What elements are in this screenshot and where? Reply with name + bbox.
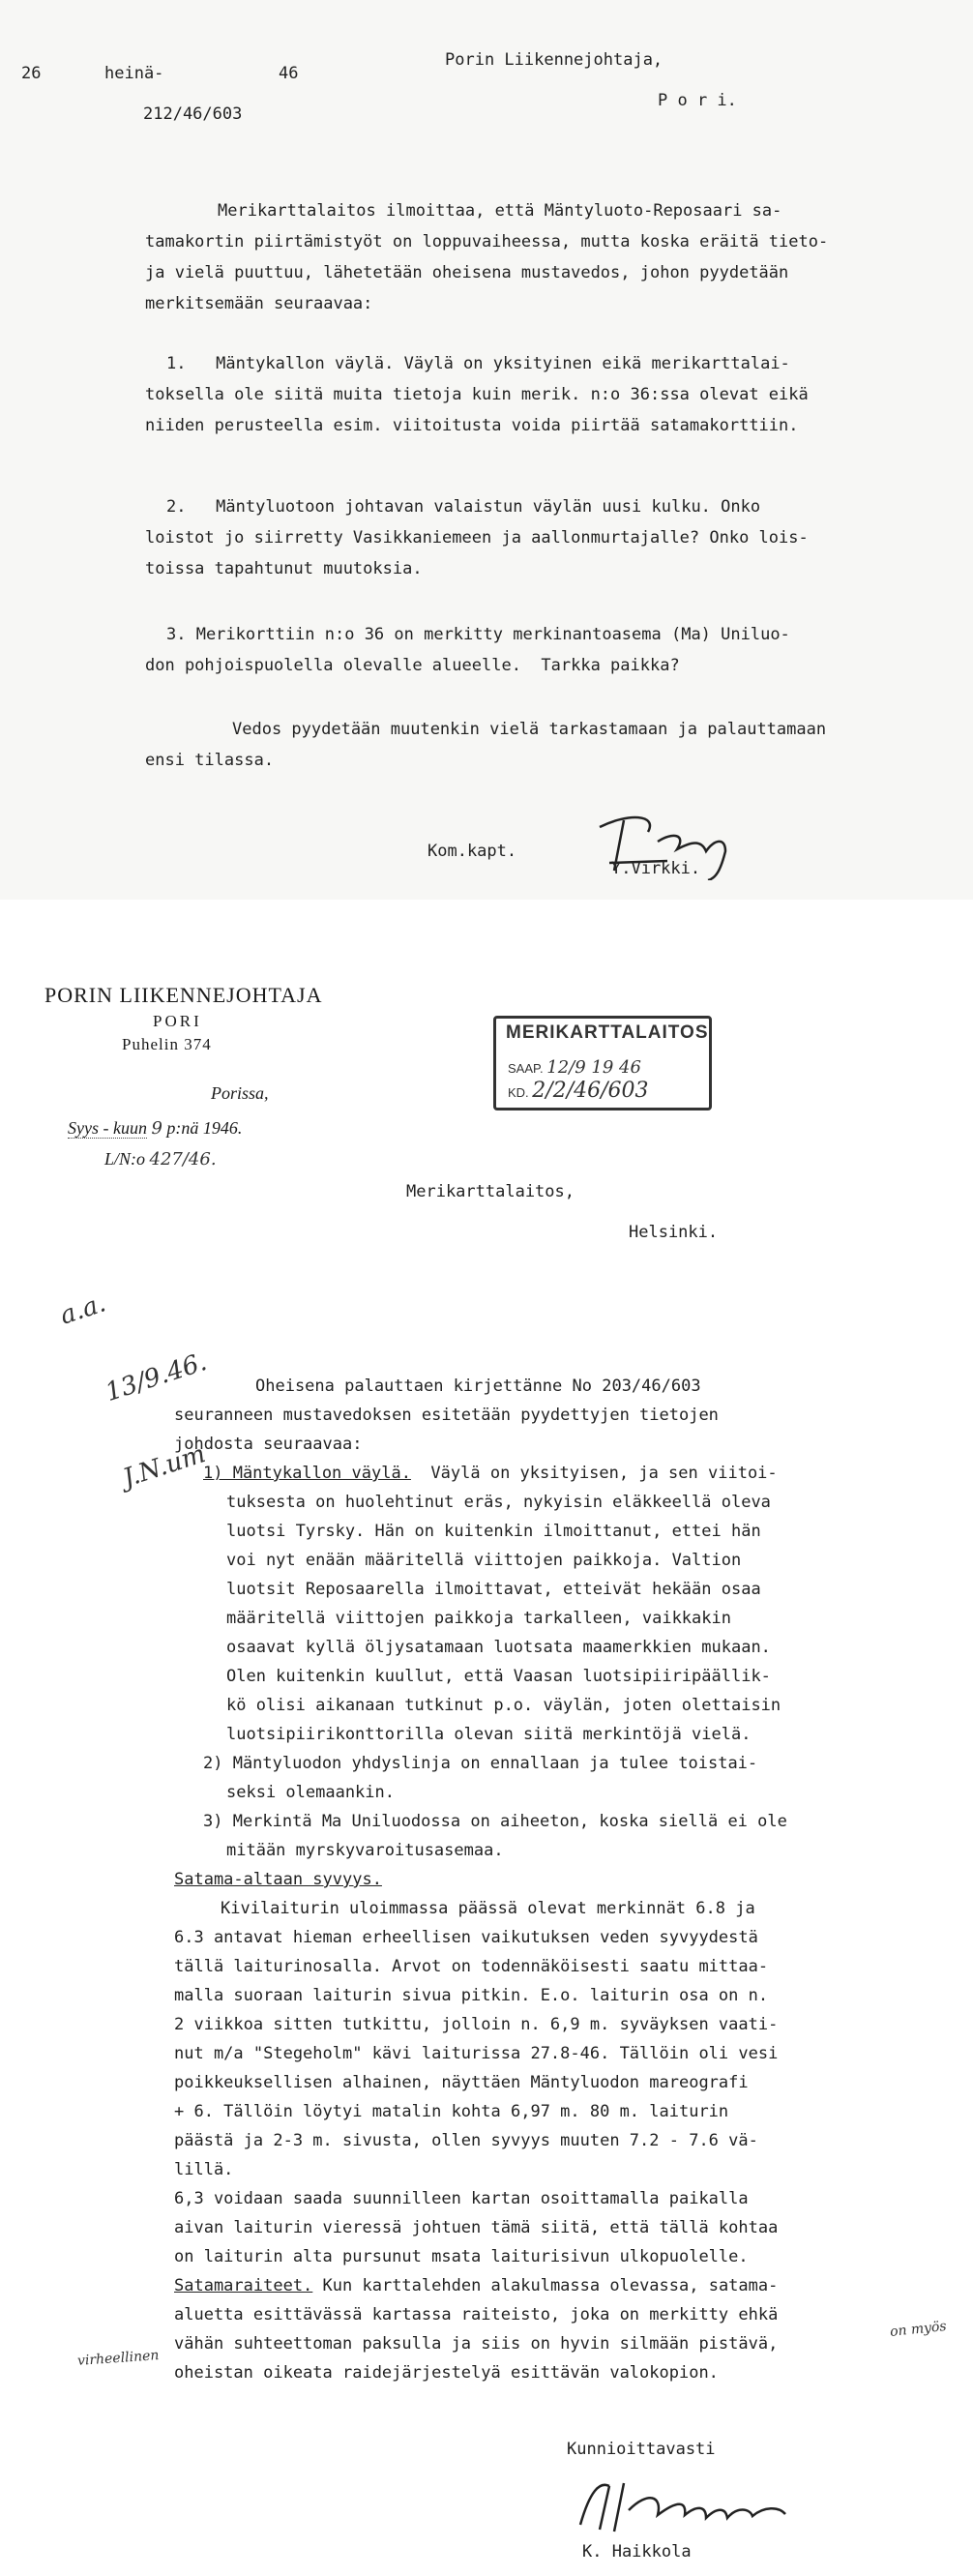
received-stamp: MERIKARTTALAITOS SAAP. 12/9 19 46 KD. 2/2/46/603 (493, 1016, 712, 1110)
handwritten-signature-1 (580, 803, 745, 880)
letter-1 (0, 0, 973, 900)
section-heading: Satama-altaan syvyys. (174, 1870, 382, 1889)
handwritten-insert-right: on myös (889, 2318, 948, 2341)
reference-number: 212/46/603 (143, 104, 243, 124)
signature-title: Kom.kapt. (428, 842, 517, 861)
signature-name-2: K. Haikkola (582, 2542, 692, 2561)
date-year: 46 (279, 64, 299, 83)
recipient-name: Porin Liikennejohtaja, (445, 50, 663, 70)
date-line: Syys - kuun 9 p:nä 1946. (68, 1118, 243, 1139)
recipient-name-2: Merikarttalaitos, (406, 1182, 575, 1201)
recipient-city: P o r i. (658, 91, 737, 110)
item-3: 3. Merikorttiin n:o 36 on merkitty merkinantoasema (Ma) Uniluo- don pohjoispuolella olevalle alueelle. Tarkka paikka? (145, 625, 790, 675)
item-1: 1. Mäntykallon väylä. Väylä on yksityinen eikä merikarttalai- toksella ole siitä muita tietoja kuin merik. n:o 36:ssa olevat eikä niiden perusteella esim. viitoitusta voida piirtää satamakorttiin. (145, 354, 809, 435)
closing-phrase: Kunnioittavasti (567, 2440, 716, 2459)
reference-line: L/N:o 427/46. (104, 1149, 217, 1170)
item-2: 2. Mäntyluotoon johtavan valaistun väylän uusi kulku. Onko loistot jo siirretty Vasikkaniemeen ja aallonmurtajalle? Onko lois- toissa tapahtunut muutoksia. (145, 497, 809, 578)
letterhead-name: PORIN LIIKENNEJOHTAJA (44, 983, 323, 1007)
date-day: 26 (21, 64, 42, 83)
intro-paragraph: Merikarttalaitos ilmoittaa, että Mäntyluoto-Reposaari sa- tamakortin piirtämistyöt on loppuvaiheessa, mutta koska eräitä tieto- ja vielä puuttuu, lähetetään oheisena mustavedos, johon pyydetään merkitsemään seuraavaa: (145, 201, 829, 313)
intro-paragraph-2: Oheisena palauttaen kirjettänne No 203/46/603 seuranneen mustavedoksen esitetään pyydettyjen tietojen johdosta seuraavaa: (174, 1377, 719, 1454)
handwritten-insert-left: virheellinen (76, 2348, 160, 2369)
depth-section: Satama-altaan syvyys. Kivilaiturin uloimmassa päässä olevat merkinnät 6.8 ja 6.3 antavat hieman erheellisen vaikutuksen veden syvyydestä tällä laiturinosalla. Arvot on todennäköisesti saatu mittaa- malla suoraan laiturin sivua pitkin. E.o. laiturin osa on n. 2 viikkoa sitten tutkittu, jolloin n. 6,9 m. syväyksen vaati- nut m/a "Stegeholm" kävi laiturissa 27.8-46. Tällöin oli vesi poikkeuksellisen alhainen, näyttäen Mäntyluodon mareografi + 6. Tällöin löytyi matalin kohta 6,97 m. 80 m. laiturin päästä ja 2-3 m. sivusta, ollen syvyys muuten 7.2 - 7.6 vä- lillä. 6,3 voidaan saada suunnilleen kartan osoittamalla paikalla aivan laiturin vieressä johtuen tämä siitä, että tällä kohtaa on laiturin alta pursunut msata laiturisivun ulkopuolelle. Satamaraiteet. Kun karttalehden alakulmassa olevassa, satama- aluetta esittävässä kartassa raiteisto, joka on merkitty ehkä vähän suhteettoman paksulla ja siis on hyvin silmään pistävä, oheistan oikeata raidejärjestelyä esittävän valokopion. (174, 1865, 948, 2387)
letterhead-city: PORI (153, 1012, 202, 1030)
margin-note: a.a. 13/9.46. J.N.um (56, 1288, 211, 1494)
rail-paragraph: Satamaraiteet. Kun karttalehden alakulmassa olevassa, satama- (174, 2276, 779, 2295)
item-1-reply: 1) Mäntykallon väylä. Väylä on yksityisen, ja sen viitoi- tuksesta on huolehtinut eräs, nykyisin eläkkeellä oleva luotsi Tyrsky. Hän on kuitenkin ilmoittanut, ettei hän voi nyt enään määritellä viittojen paikkoja. Valtion luotsit Reposaarella ilmoittavat, etteivät hekään osaa määritellä viittojen paikkoja tarkalleen, vaikkakin osaavat kyllä öljysatamaan luotsata maamerkkien mukaan. Olen kuitenkin kuullut, että Vaasan luotsipiiripäällik- kö olisi aikanaan tutkinut p.o. väylän, joten olettaisin luotsipiirikonttorilla olevan siitä merkintöjä vielä. 2) Mäntyluodon yhdyslinja on ennallaan ja tulee toistai- seksi olemaankin. 3) Merkintä Ma Uniluodossa on aiheeton, koska siellä ei ole mitään myrskyvaroitusasemaa. (203, 1464, 787, 1860)
date-month: heinä- (104, 64, 164, 83)
closing-paragraph: Vedos pyydetään muutenkin vielä tarkastamaan ja palauttamaan ensi tilassa. (145, 720, 827, 770)
signature-name: Y.Virkki. (611, 859, 701, 878)
place-label: Porissa, (211, 1083, 269, 1103)
recipient-city-2: Helsinki. (629, 1223, 719, 1242)
letterhead-phone: Puhelin 374 (122, 1035, 212, 1053)
handwritten-signature-2 (571, 2472, 803, 2539)
